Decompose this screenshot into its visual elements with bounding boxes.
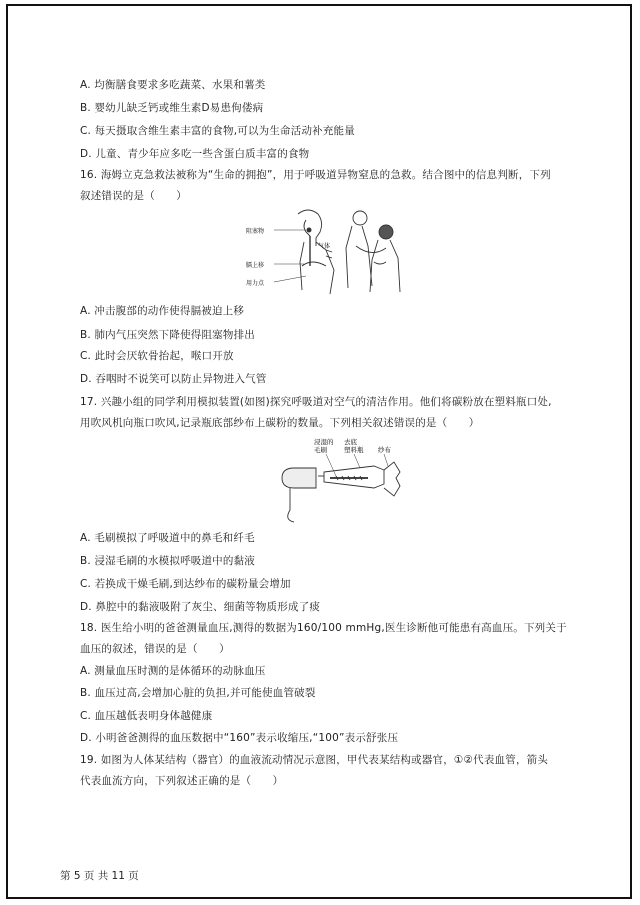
option-d-q18: D. 小明爸爸测得的血压数据中“160”表示收缩压,“100”表示舒张压	[80, 732, 399, 744]
option-c-q17: C. 若换成干燥毛刷,到达纱布的碳粉量会增加	[80, 578, 291, 590]
option-a-q17: A. 毛刷模拟了呼吸道中的鼻毛和纤毛	[80, 532, 255, 544]
label-obstruction: 阻塞物	[246, 228, 265, 235]
option-c-q16: C. 此时会厌软骨抬起，喉口开放	[80, 350, 234, 362]
question-17-line2: 用吹风机向瓶口吹风,记录瓶底部纱布上碳粉的数量。下列相关叙述错误的是（ ）	[80, 417, 480, 429]
obstruction-mark	[307, 228, 312, 233]
label-gas: 气体	[318, 243, 331, 250]
heimlich-figure	[246, 206, 416, 298]
gauze-icon	[384, 462, 400, 496]
label-diaphragm: 膈上移	[246, 262, 265, 269]
label-force-point: 用力点	[246, 280, 265, 287]
option-b-q18: B. 血压过高,会增加心脏的负担,并可能使血管破裂	[80, 687, 316, 699]
option-c-q15: C. 每天摄取含维生素丰富的食物,可以为生命活动补充能量	[80, 125, 355, 137]
rescuer-illustration	[346, 211, 400, 292]
label-gauze: 纱布	[378, 446, 391, 454]
label-brush: 毛刷	[314, 446, 327, 454]
option-b-q16: B. 肺内气压突然下降使得阻塞物排出	[80, 329, 255, 341]
label-plastic-bottle: 塑料瓶	[344, 446, 364, 454]
question-19-line1: 19. 如图为人体某结构（器官）的血液流动情况示意图，甲代表某结构或器官，①②代表血管，箭头	[80, 754, 549, 766]
option-d-q15: D. 儿童、青少年应多吃一些含蛋白质丰富的食物	[80, 148, 310, 160]
option-d-q16: D. 吞咽时不说笑可以防止异物进入气管	[80, 373, 267, 385]
question-18-line1: 18. 医生给小明的爸爸测量血压,测得的数据为160/100 mmHg,医生诊断他可能患有高血压。下列关于	[80, 622, 567, 634]
option-a-q16: A. 冲击腹部的动作使得膈被迫上移	[80, 305, 245, 317]
hair-dryer-icon	[282, 468, 316, 488]
cross-section-illustration	[298, 210, 334, 294]
question-17-line1: 17. 兴趣小组的同学利用模拟装置(如图)探究呼吸道对空气的清洁作用。他们将碳粉放在塑料瓶口处,	[80, 396, 552, 408]
apparatus-figure	[276, 436, 406, 528]
question-16-line2: 叙述错误的是（ ）	[80, 190, 187, 202]
option-b-q17: B. 浸湿毛刷的水模拟呼吸道中的黏液	[80, 555, 255, 567]
question-18-line2: 血压的叙述，错误的是（ ）	[80, 643, 230, 655]
page-footer: 第 5 页 共 11 页	[60, 870, 139, 882]
option-c-q18: C. 血压越低表明身体越健康	[80, 710, 213, 722]
option-d-q17: D. 鼻腔中的黏液吸附了灰尘、细菌等物质形成了痰	[80, 601, 321, 613]
label-wet: 浸湿的	[314, 438, 334, 446]
option-a-q15: A. 均衡膳食要求多吃蔬菜、水果和薯类	[80, 79, 266, 91]
question-19-line2: 代表血流方向，下列叙述正确的是（ ）	[80, 775, 284, 787]
option-b-q15: B. 婴幼儿缺乏钙或维生素D易患佝偻病	[80, 102, 264, 114]
question-16-line1: 16. 海姆立克急救法被称为“生命的拥抱”，用于呼吸道异物窒息的急救。结合图中的信息判断，下列	[80, 169, 551, 181]
option-a-q18: A. 测量血压时测的是体循环的动脉血压	[80, 665, 266, 677]
label-bottomless: 去底	[344, 438, 357, 446]
